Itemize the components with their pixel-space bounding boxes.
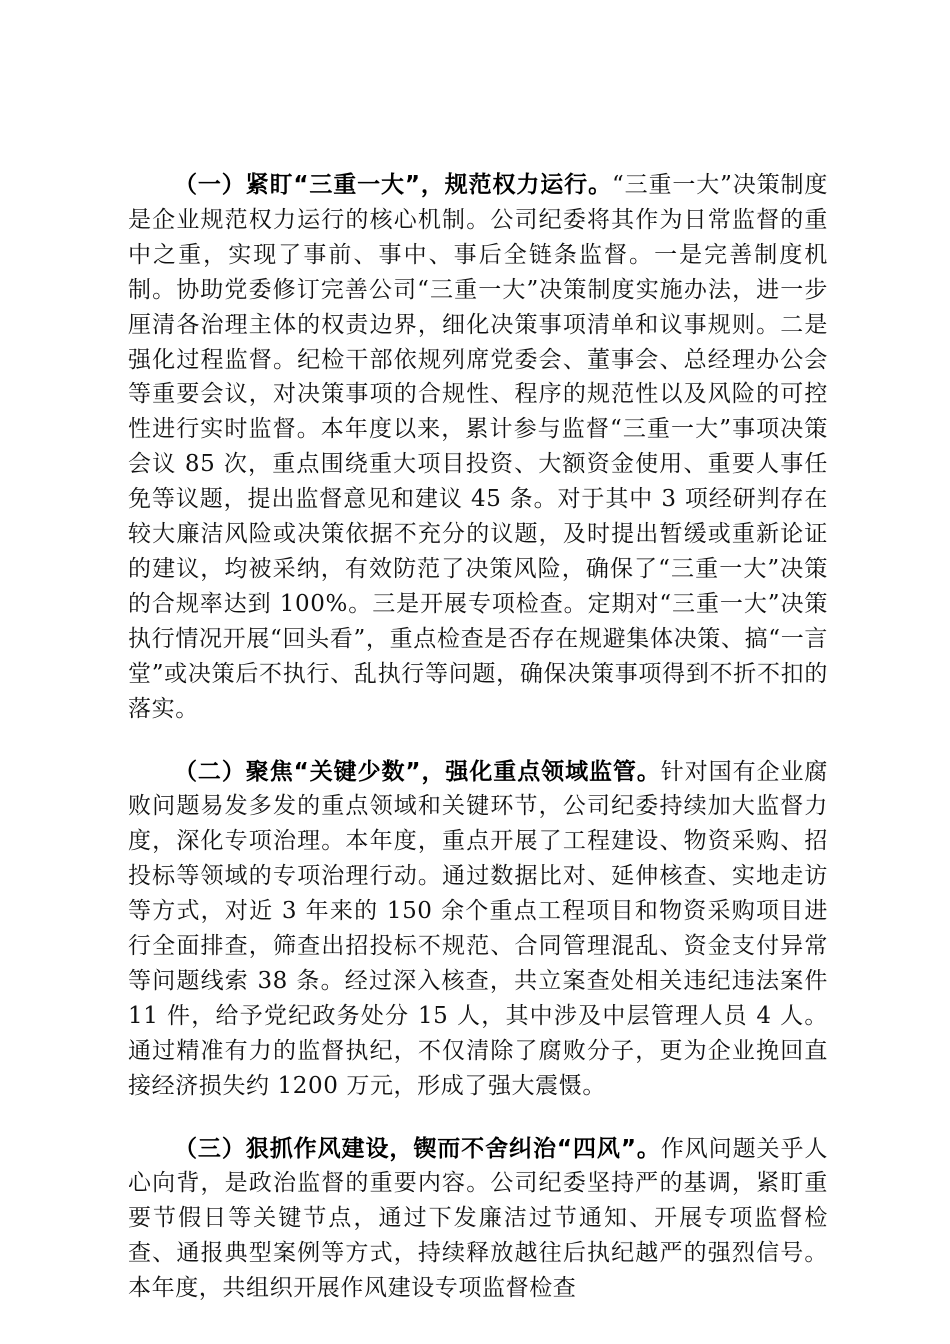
paragraph-3-body: 作风问题关乎人心向背，是政治监督的重要内容。公司纪委坚持严的基调，紧盯重要节假日等关键节点，通过下发廉洁过节通知、开展专项监督检查、通报典型案例等方式，持续释放越往后执纪越严的强烈信号。本年度，共组织开展作风建设专项监督检查 <box>128 1135 828 1302</box>
paragraph-2-heading: （二）聚焦“关键少数”，强化重点领域监管。 <box>174 758 661 785</box>
paragraph-2 <box>128 755 828 1104</box>
paragraph-1 <box>128 168 828 727</box>
paragraph-2-body: 针对国有企业腐败问题易发多发的重点领域和关键环节，公司纪委持续加大监督力度，深化专项治理。本年度，重点开展了工程建设、物资采购、招投标等领域的专项治理行动。通过数据比对、延伸核查、实地走访等方式，对近 3 年来的 150 余个重点工程项目和物资采购项目进行全面排查，筛查出招投标不规范、合同管理混乱、资金支付异常等问题线索 38 条。经过深入核查，共立案查处相关违纪违法案件 11 件，给予党纪政务处分 15 人，其中涉及中层管理人员 4 人。通过精准有力的监督执纪，不仅清除了腐败分子，更为企业挽回直接经济损失约 1200 万元，形成了强大震慑。 <box>128 758 828 1099</box>
paragraph-3 <box>128 1132 828 1307</box>
paragraph-1-heading: （一）紧盯“三重一大”，规范权力运行。 <box>174 172 612 198</box>
paragraph-1-body: “三重一大”决策制度是企业规范权力运行的核心机制。公司纪委将其作为日常监督的重中之重，实现了事前、事中、事后全链条监督。一是完善制度机制。协助党委修订完善公司“三重一大”决策制度实施办法，进一步厘清各治理主体的权责边界，细化决策事项清单和议事规则。二是强化过程监督。纪检干部依规列席党委会、董事会、总经理办公会等重要会议，对决策事项的合规性、程序的规范性以及风险的可控性进行实时监督。本年度以来，累计参与监督“三重一大”事项决策会议 85 次，重点围绕重大项目投资、大额资金使用、重要人事任免等议题，提出监督意见和建议 45 条。对于其中 3 项经研判存在较大廉洁风险或决策依据不充分的议题，及时提出暂缓或重新论证的建议，均被采纳，有效防范了决策风险，确保了“三重一大”决策的合规率达到 100%。三是开展专项检查。定期对“三重一大”决策执行情况开展“回头看”，重点检查是否存在规避集体决策、搞“一言堂”或决策后不执行、乱执行等问题，确保决策事项得到不折不扣的落实。 <box>128 172 828 722</box>
paragraph-3-heading: （三）狠抓作风建设，锲而不舍纠治“四风”。 <box>174 1135 661 1162</box>
document-body <box>128 168 828 1334</box>
